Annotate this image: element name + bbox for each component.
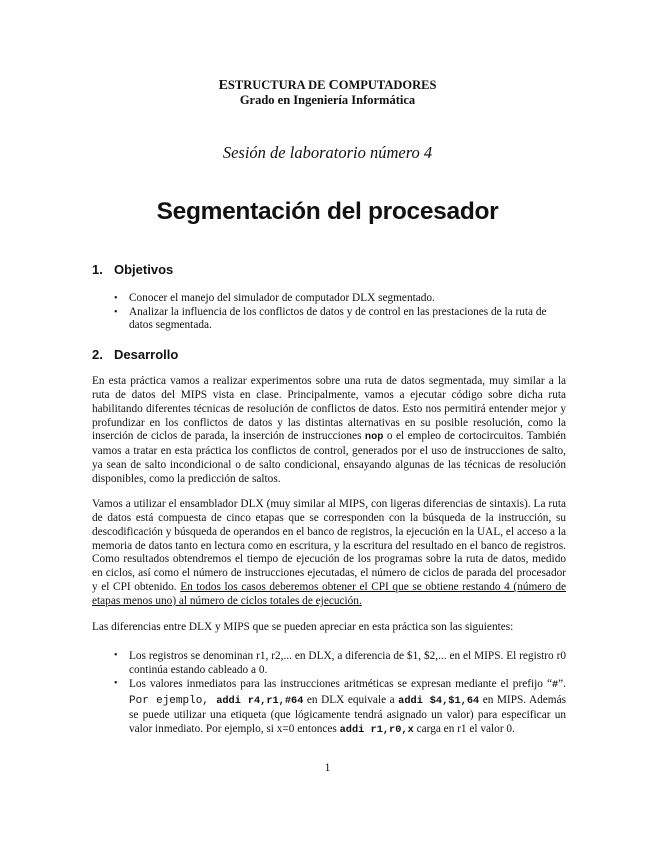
section-number: 2. — [92, 347, 103, 362]
inline-code-text: Por ejemplo, — [129, 694, 217, 707]
course-title: ESTRUCTURA DE COMPUTADORES — [218, 78, 437, 93]
bullet-icon: • — [114, 306, 118, 318]
inline-code: nop — [364, 431, 384, 444]
degree-name: Grado en Ingeniería Informática — [239, 93, 416, 107]
inline-code: addi r4,r1,#64 — [216, 694, 304, 707]
inline-code: addi $4,$1,64 — [398, 694, 480, 707]
objectives-list — [92, 292, 566, 333]
list-item: • Los registros se denominan r1, r2,... en DLX, a diferencia de $1, $2,... en el MIPS. El registro r0 continúa estando cableado a 0. — [114, 650, 566, 677]
list-item: • Conocer el manejo del simulador de computador DLX segmentado. — [114, 292, 435, 304]
bullet-icon: • — [114, 650, 118, 661]
page-number: 1 — [324, 762, 331, 774]
underlined-note: En todos los casos deberemos obtener el CPI que se obtiene restando 4 (número de etapas menos uno) al número de ciclos totales de ejecución. — [92, 581, 566, 607]
differences-list — [92, 649, 566, 737]
list-item: • Los valores inmediatos para las instrucciones aritméticas se expresan mediante el prefijo “#”. Por ejemplo, addi r4,r1,#64 en DLX equivale a addi $4,$1,64 en MIPS. Además se puede utilizar una etiqueta (que lógicamente tendrá asignado un valor) para especificar un valor inmediato. Por ejemplo, si x=0 entonces addi r1,r0,x carga en r1 el valor 0. — [114, 678, 566, 737]
document-header — [0, 78, 655, 108]
bullet-icon: • — [114, 678, 118, 690]
list-item: • Analizar la influencia de los conflictos de datos y de control en las prestaciones de la ruta de datos segmentada. — [114, 305, 547, 332]
section-title: Desarrollo — [114, 347, 179, 362]
paragraph-datapath: Vamos a utilizar el ensamblador DLX (muy similar al MIPS, con ligeras diferencias de sintaxis). La ruta de datos está compuesta de cinco etapas que se corresponden con la búsqueda de la instrucción, su descodificación y búsqueda de operandos en el banco de registros, la ejecución en la UAL, el acceso a la memoria de datos tanto en lectura como en escritura, y la escritura del resultado en el banco de registros. Como resultados obtendremos el tiempo de ejecución de los programas sobre la ruta de datos, medido en ciclos, así como el número de instrucciones ejecutadas, el número de ciclos de parada del procesador y el CPI obtenido. En todos los casos deberemos obtener el CPI que se obtiene restando 4 (número de etapas menos uno) al número de ciclos totales de ejecución. — [92, 498, 566, 607]
session-subtitle: Sesión de laboratorio número 4 — [222, 143, 433, 162]
paragraph-differences: Las diferencias entre DLX y MIPS que se pueden apreciar en esta práctica son las siguientes: — [92, 621, 514, 633]
section-heading-objetivos — [92, 262, 173, 277]
page-title: Segmentación del procesador — [156, 198, 499, 225]
section-heading-desarrollo — [92, 347, 178, 362]
inline-code: # — [551, 679, 559, 692]
section-number: 1. — [92, 262, 103, 277]
paragraph-intro: En esta práctica vamos a realizar experimentos sobre una ruta de datos segmentada, muy similar a la ruta de datos del MIPS vista en clase. Principalmente, vamos a ejecutar código sobre dicha ruta habilitando diferentes técnicas de resolución de conflictos de datos. Esto nos permitirá entender mejor y profundizar en los conflictos de datos y las distintas alternativas en su posible resolución, como la inserción de ciclos de parada, la inserción de instrucciones nop o el empleo de cortocircuitos. También vamos a tratar en esta práctica los conflictos de control, generados por el uso de instrucciones de salto, ya sean de salto incondicional o de salto condicional, ensayando algunas de las técnicas de resolución disponibles, como la predicción de saltos. — [92, 375, 566, 485]
section-title: Objetivos — [114, 262, 174, 277]
bullet-icon: • — [114, 293, 118, 304]
inline-code: addi r1,r0,x — [339, 724, 414, 737]
